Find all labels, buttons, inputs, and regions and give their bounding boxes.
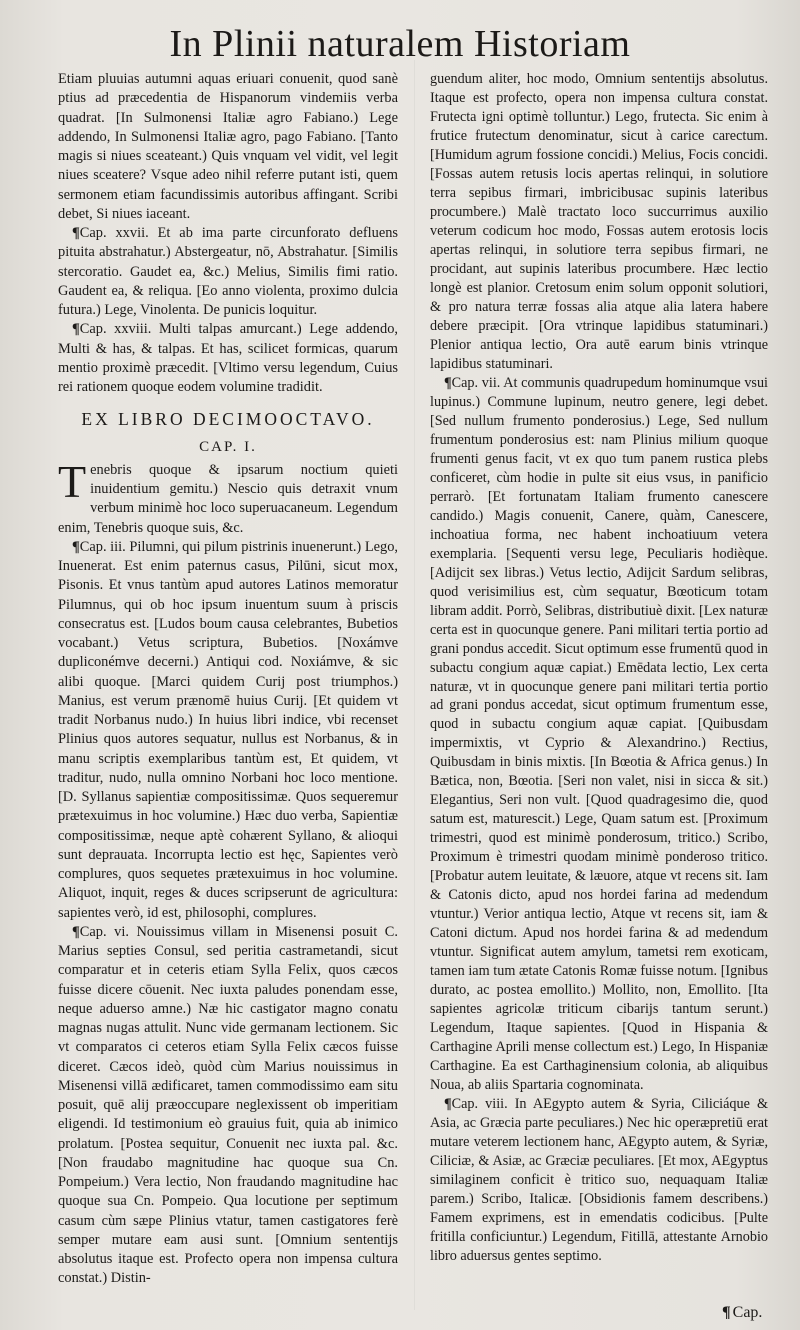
chapter-note-cap28: ¶ Cap. xxviii. Multi talpas amurcant.) Lege addendo, Multi & has, & talpas. Et has, scilicet formicas, quarum mentio proximè præcedit. [Vltimo versu legendum, Cuius rei rationem quoque eodem volumine tradidit.	[58, 320, 398, 397]
column-gutter	[414, 60, 415, 1310]
paragraph: guendum aliter, hoc modo, Omnium sententijs absolutus. Itaque est profecto, opera non impensa cultura constat. Frutecta igni optimè tolluntur.) Lego, frutecta. Sic enim à frutice frutectum denominatur, sicut à carice carectum. [Humidum agrum fossione concidi.) Melius, Focis concidi. [Fossas autem retusis locis apertas relinqui, in solutiore terra sepibus firmari, imbricibusac supinis lateribus procumbere.) Malè tractato loco succurrimus auxilio veterum codicum hoc modo, Fossas autem erotosis locis apertas relinqui, in solutiore terra sepibus firmari, ne procidant, aut supinis lateribus procumbere. Hæc lectio longè est planior. Cretosum enim solum opponit solutiori, & pro natura terræ fossas alia atque alia latera habere debere præcipit. [Ora vtrinque lapidibus statuminari.) Plenior antiqua lectio, Ora autē earum binis vtrinque lapidibus statuminari.	[430, 71, 768, 372]
chapter-note-cap7: ¶ Cap. vii. At communis quadrupedum hominumque vsui lupinus.) Commune lupinum, neutro genere, legi debet. [Sed nullum frumento ponderosius.) Lege, Sed nullum frumentum ponderosius est: nam Plinius milium quoque frumenti genus facit, vt ex quo tum panem rustica plebs conficeret, cùm hodie in pulte sit eius vsus, in panificio perrarò. [Et fortunatam Italiam frumento canescere candido.) Magis conuenit, Canere, quàm, Canescere, inchoatiua forma, nec habent inchoatiuum vetera exemplaria. [Sequenti versu lege, Peculiaris hodièque. [Adijcit sex libras.) Vetus lectio, Adijcit Sardum selibras, quod verisimilius est, cùm sequatur, Bœoticum totam libram addit. Porrò, Selibras, distributiuè dixit. [Lex naturæ certa est in quocunque genere. Pani militari tertia portio ad grani pondus accedit. Sicut optimum esse frumentū quod in subactu congium aquæ capiat.) Emēdata lectio, Lex certa naturæ, vt in quocunque genere pani militari tertia portio ad grani pondus accedat, sicut optimum frumentum esse, quod in subactu congium aquæ capiat. [Quibusdam impermixtis, vt Cyprio & Alexandrino.) Rectius, Quibusdam in binis mixtis. [In Bœotia & Africa genus.) In Bætica, non, Bœotia. [Seri non valet, nisi in sicca & sit.) Elegantius, Seri non vult. [Quod quadragesimo die, quod satum est, maturescit.) Lege, Quam satum est. [Proximum trimestri, quod est minimè ponderosum, tritico.) Scribo, Proximum è trimestri quodam minimè ponderoso tritico. [Probatur autem leuitate, & læuore, atque vt recens sit. Iam & Catonis dicto, apud nos hordei farina ad medendum vtuntur.) Verior antiqua lectio, Atque vt recens sit, iam & Catoni dictum. Apud nos hordei farina & ad medendum vtuntur. Significat autem amylum, tametsi rem exoticam, tamen iam tum ætate Catonis Romæ fuisse notum. [Ignibus durato, ac postea emollito.) Mollito, non, Emollito. [Ita sapientes agricolæ triticum cibarijs tantum serunt.) Legendum, Itaque sapientes. [Quod in Hispania & Carthagine Aprili mense collectum est.) Lego, In Hispaniæ Carthagine. Ea est Carthaginensium colonia, ab aliquibus Noua, ab aliis Spartaria cognominata.	[430, 374, 768, 1095]
chapter-note-cap3: ¶ Cap. iii. Pilumni, qui pilum pistrinis inuenerunt.) Lego, Inuenerat. Est enim paternus casus, Pilūni, sicut mox, Pisonis. Et vnus tantùm apud autores Latinos memoratur Pilumnus, qui ob hoc ipsum inuentum suum à priscis consecratus est. [Ludos boum causa celebrantes, Bubetios vocabant.) Vetus scriptura, Bubetios. [Noxámve dupliconémve decerni.) Antiqui cod. Noxiámve, & sic alibi quoque. [Marci quidem Curij post triumphos.) Manius, est verum prænomē huius Curij. [Et quidem vt tradit Norbanus nudo.) In huius libri indice, vbi recenset Plinius quos autores sequatur, nullus est Norbanus, & in manu scriptis exemplaribus tantùm est, Et quidem, vt traditur, nudo, nulla omnino Norbani hoc loco mentione. [D. Syllanus sapientiæ compositissimæ. Quos sequeremur prætexuimus in hoc volumine.) Hæc duo verba, Sapientiæ compositissimæ, neque aptè cohærent Syllano, & alioqui sunt deprauata. Incorrupta lectio est hęc, Sapientes verò complures, quos sequetes prætexuimus in hoc volumine. Aliquot, inquit, reges & duces scripserunt de agricultura: sapientes verò, id est, philosophi, complures.	[58, 538, 398, 923]
chapter-note-cap8: ¶ Cap. viii. In AEgypto autem & Syria, Ciliciáque & Asia, ac Græcia parte peculiares.) Nec hic operæpretiū erat mutare veterem lectionem hanc, AEgypto autem, & Syriæ, Ciliciæ, & Asiæ, ac Græciæ peculiares. [Et mox, AEgyptus similaginem conficit è tritico suo, nequaquam Italiæ parem.) Scribo, Italicæ. [Obsidionis famem describens.) Famem exprimens, est in emendatis codicibus. [Pulte fritilla conficiuntur.) Legendum, Fitillā, attestante Arnobio libro aduersus gentes septimo.	[430, 1095, 768, 1266]
catchword: ¶ Cap.	[722, 1304, 762, 1322]
chapter-heading: CAP. I.	[199, 438, 257, 455]
book-heading: EX LIBRO DECIMOOCTAVO.	[81, 409, 375, 430]
left-column	[58, 70, 398, 1289]
chapter-note-cap6: ¶ Cap. vi. Nouissimus villam in Misenensi posuit C. Marius septies Consul, sed peritia castrametandi, sicut comparatur et in ceteris etiam Sylla Felix, quos cæcos fuisse dicere cōuenit. Nec iuxta paludes ponendam esse, neque aduerso amne.) Næ hic castigator magno conatu magnas nugas attulit. Nunc vide germanam lectionem. Sic vt comparatos ci ceteros etiam Sylla Felix cæcos fuisse diceret. Cæcos ideò, quòd cùm Marius nouissimus in Misenensi villā ædificaret, tamen commodissimo eam situ posuit, quē alij præoccupare neglexissent ob imperitiam eligendi. Id testimonium eò grauius fuit, quia ab inimico prolatum. [Postea sequitur, Conuenit nec iuxta pal. &c. [Non fraudabo magnitudine hac quoque sua Cn. Pompeium.) Vera lectio, Non fraudando magnitudine hac quoque sua Cn. Pompeio. Qua locutione per septimum casum cùm sæpe Plinius vtatur, tamen castigatores ferè semper mutare eam ausi sunt. [Omnium sententijs absolutus itaque est. Profecto opera non impensa cultura constat.) Distin-	[58, 923, 398, 1289]
running-head: In Plinii naturalem Historiam	[169, 23, 631, 65]
chapter-note-cap1: Tenebris quoque & ipsarum noctium quieti inuidentium gemitu.) Nescio quis detraxit vnum verbum minimè hoc loco superuacaneum. Legendum enim, Tenebris quoque suis, &c.	[58, 455, 398, 536]
chapter-note-cap27: ¶ Cap. xxvii. Et ab ima parte circunforato defluens pituita abstrahatur.) Abstergeatur, nō, Abstrahatur. [Similis stercoratio. Gaudet ea, &c.) Melius, Similis fimi ratio. Gaudent ea, & reliqua. [Eo anno violenta, proximo dulcia futura.) Lege, Vinolenta. De punicis loquitur.	[58, 224, 398, 320]
right-column	[430, 70, 768, 1266]
paragraph: Etiam pluuias autumni aquas eriuari conuenit, quod sanè ptius ad præcedentia de Hispanorum vindemiis verba quadrat. [In Sulmonensi Italiæ agro Fabiano.) Lege addendo, In Sulmonensi Italiæ agro, pago Fabiano. [Tanto magis si niues sceateant.) Quis vnquam vel vidit, vel legit niues sceatere? Vsque adeo nihil referre putant isti, quem sermonem etiam facundissimis autoribus affingant. Scribi debet, Si niues iaceant.	[58, 71, 398, 222]
